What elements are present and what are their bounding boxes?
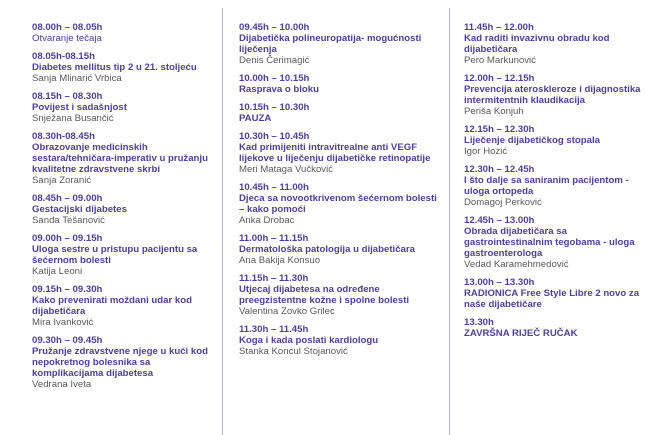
schedule-entry xyxy=(32,131,216,186)
entry-title: Kad raditi invazivnu obradu kod dijabetičara xyxy=(464,33,610,55)
schedule-entry xyxy=(239,273,443,317)
schedule-column-2 xyxy=(222,8,449,435)
schedule-entry xyxy=(464,317,648,339)
entry-title: Pružanje zdravstvene njege u kući kod nepokretnog bolesnika sa komplikacijama dijabetesa xyxy=(32,346,208,379)
entry-time: 09.00h – 09.15h xyxy=(32,233,103,244)
schedule-column-1 xyxy=(0,0,222,435)
schedule-entry xyxy=(32,22,216,44)
schedule-entry xyxy=(32,193,216,226)
entry-title: Dijabetička polineuropatija- mogućnosti liječenja xyxy=(239,33,422,55)
entry-time: 08.15h – 08.30h xyxy=(32,91,103,102)
entry-title: Dermatološka patologija u dijabetičara xyxy=(239,244,415,255)
entry-title: Kako prevenirati moždani udar kod dijabetičara xyxy=(32,295,192,317)
entry-time: 11.45h – 12.00h xyxy=(464,22,534,33)
entry-time: 09.45h – 10.00h xyxy=(239,22,310,33)
entry-title: I što dalje sa saniranim pacijentom - uloga ortopeda xyxy=(464,175,629,197)
entry-time: 08.30h-08.45h xyxy=(32,131,95,142)
entry-time: 10.15h – 10.30h xyxy=(239,102,310,113)
entry-title: Prevencija ateroskleroze i dijagnostika intermitentnih klaudikacija xyxy=(464,84,641,106)
entry-time: 13.00h – 13.30h xyxy=(464,277,535,288)
schedule-entry xyxy=(239,182,443,226)
entry-speaker: Periša Konjuh xyxy=(464,106,524,117)
entry-title: Gestacijski dijabetes xyxy=(32,204,127,215)
entry-time: 10.30h – 10.45h xyxy=(239,131,310,142)
entry-time: 13.30h xyxy=(464,317,494,328)
schedule-entry xyxy=(464,277,648,310)
entry-title: Uloga sestre u pristupu pacijentu sa šećernom bolesti xyxy=(32,244,198,266)
entry-speaker: Katija Leoni xyxy=(32,266,83,277)
schedule-column-3 xyxy=(449,8,652,435)
schedule-entry xyxy=(239,22,443,66)
entry-speaker: Meri Mataga Vučković xyxy=(239,164,334,175)
entry-title: Otvaranje tečaja xyxy=(32,33,102,44)
entry-title: ZAVRŠNA RIJEČ RUČAK xyxy=(464,328,578,339)
entry-speaker: Sanja Mlinarić Vrbica xyxy=(32,73,122,84)
entry-time: 10.45h – 11.00h xyxy=(239,182,309,193)
entry-time: 09.15h – 09.30h xyxy=(32,284,103,295)
schedule-entry xyxy=(464,215,648,270)
entry-time: 11.30h – 11.45h xyxy=(239,324,309,335)
entry-time: 08.45h – 09.00h xyxy=(32,193,103,204)
entry-title: Kad primijeniti intravitrealne anti VEGF lijekove u liječenju dijabetičke retinopatije xyxy=(239,142,431,164)
entry-title: Diabetes mellitus tip 2 u 21. stoljeću xyxy=(32,62,197,73)
entry-speaker: Denis Čerimagić xyxy=(239,55,310,66)
entry-title: Rasprava o bloku xyxy=(239,84,319,95)
entry-time: 10.00h – 10.15h xyxy=(239,73,310,84)
entry-speaker: Domagoj Perković xyxy=(464,197,542,208)
entry-title: PAUZA xyxy=(239,113,272,124)
entry-speaker: Snježana Busančić xyxy=(32,113,114,124)
schedule-entry xyxy=(32,233,216,277)
entry-speaker: Pero Markunović xyxy=(464,55,536,66)
schedule-entry xyxy=(239,102,443,124)
entry-speaker: Sanda Tešanović xyxy=(32,215,105,226)
entry-time: 09.30h – 09.45h xyxy=(32,335,103,346)
entry-title: Utjecaj dijabetesa na određene preegzistentne kožne i spolne bolesti xyxy=(239,284,410,306)
entry-time: 12.30h – 12.45h xyxy=(464,164,535,175)
schedule-entry xyxy=(464,73,648,117)
entry-title: Liječenje dijabetičkog stopala xyxy=(464,135,600,146)
entry-time: 11.00h – 11.15h xyxy=(239,233,309,244)
entry-speaker: Sanja Zoranić xyxy=(32,175,92,186)
schedule-entry xyxy=(239,233,443,266)
schedule-entry xyxy=(32,335,216,390)
entry-time: 12.15h – 12.30h xyxy=(464,124,535,135)
schedule-entry xyxy=(239,131,443,175)
entry-speaker: Igor Hozić xyxy=(464,146,508,157)
entry-speaker: Anka Drobac xyxy=(239,215,295,226)
entry-time: 11.15h – 11.30h xyxy=(239,273,309,284)
entry-title: Obrada dijabetičara sa gastrointestinalnim tegobama - uloga gastroenterologa xyxy=(464,226,635,259)
schedule-entry xyxy=(32,91,216,124)
schedule-entry xyxy=(464,164,648,208)
schedule-entry xyxy=(464,124,648,157)
schedule-entry xyxy=(239,324,443,357)
entry-speaker: Stanka Koncul Stojanović xyxy=(239,346,348,357)
schedule-entry xyxy=(32,284,216,328)
entry-speaker: Vedrana Iveta xyxy=(32,379,92,390)
schedule-entry xyxy=(239,73,443,95)
entry-title: Povijest i sadašnjost xyxy=(32,102,127,113)
entry-time: 12.00h – 12.15h xyxy=(464,73,535,84)
entry-speaker: Mira Ivanković xyxy=(32,317,94,328)
entry-time: 08.00h – 08.05h xyxy=(32,22,103,33)
entry-title: Koga i kada poslati kardiologu xyxy=(239,335,379,346)
schedule-entry xyxy=(464,22,648,66)
entry-speaker: Valentina Zovko Grilec xyxy=(239,306,335,317)
entry-title: Djeca sa novootkrivenom šećernom bolesti – kako pomoći xyxy=(239,193,437,215)
schedule-entry xyxy=(32,51,216,84)
entry-speaker: Ana Bakija Konsuo xyxy=(239,255,321,266)
entry-title: RADIONICA Free Style Libre 2 novo za naše dijabetičare xyxy=(464,288,640,310)
entry-title: Obrazovanje medicinskih sestara/tehničara-imperativ u pružanju kvalitetne zdravstvene skrbi xyxy=(32,142,208,175)
entry-time: 08.05h-08.15h xyxy=(32,51,95,62)
entry-time: 12.45h – 13.00h xyxy=(464,215,535,226)
entry-speaker: Vedad Karamehmedović xyxy=(464,259,569,270)
